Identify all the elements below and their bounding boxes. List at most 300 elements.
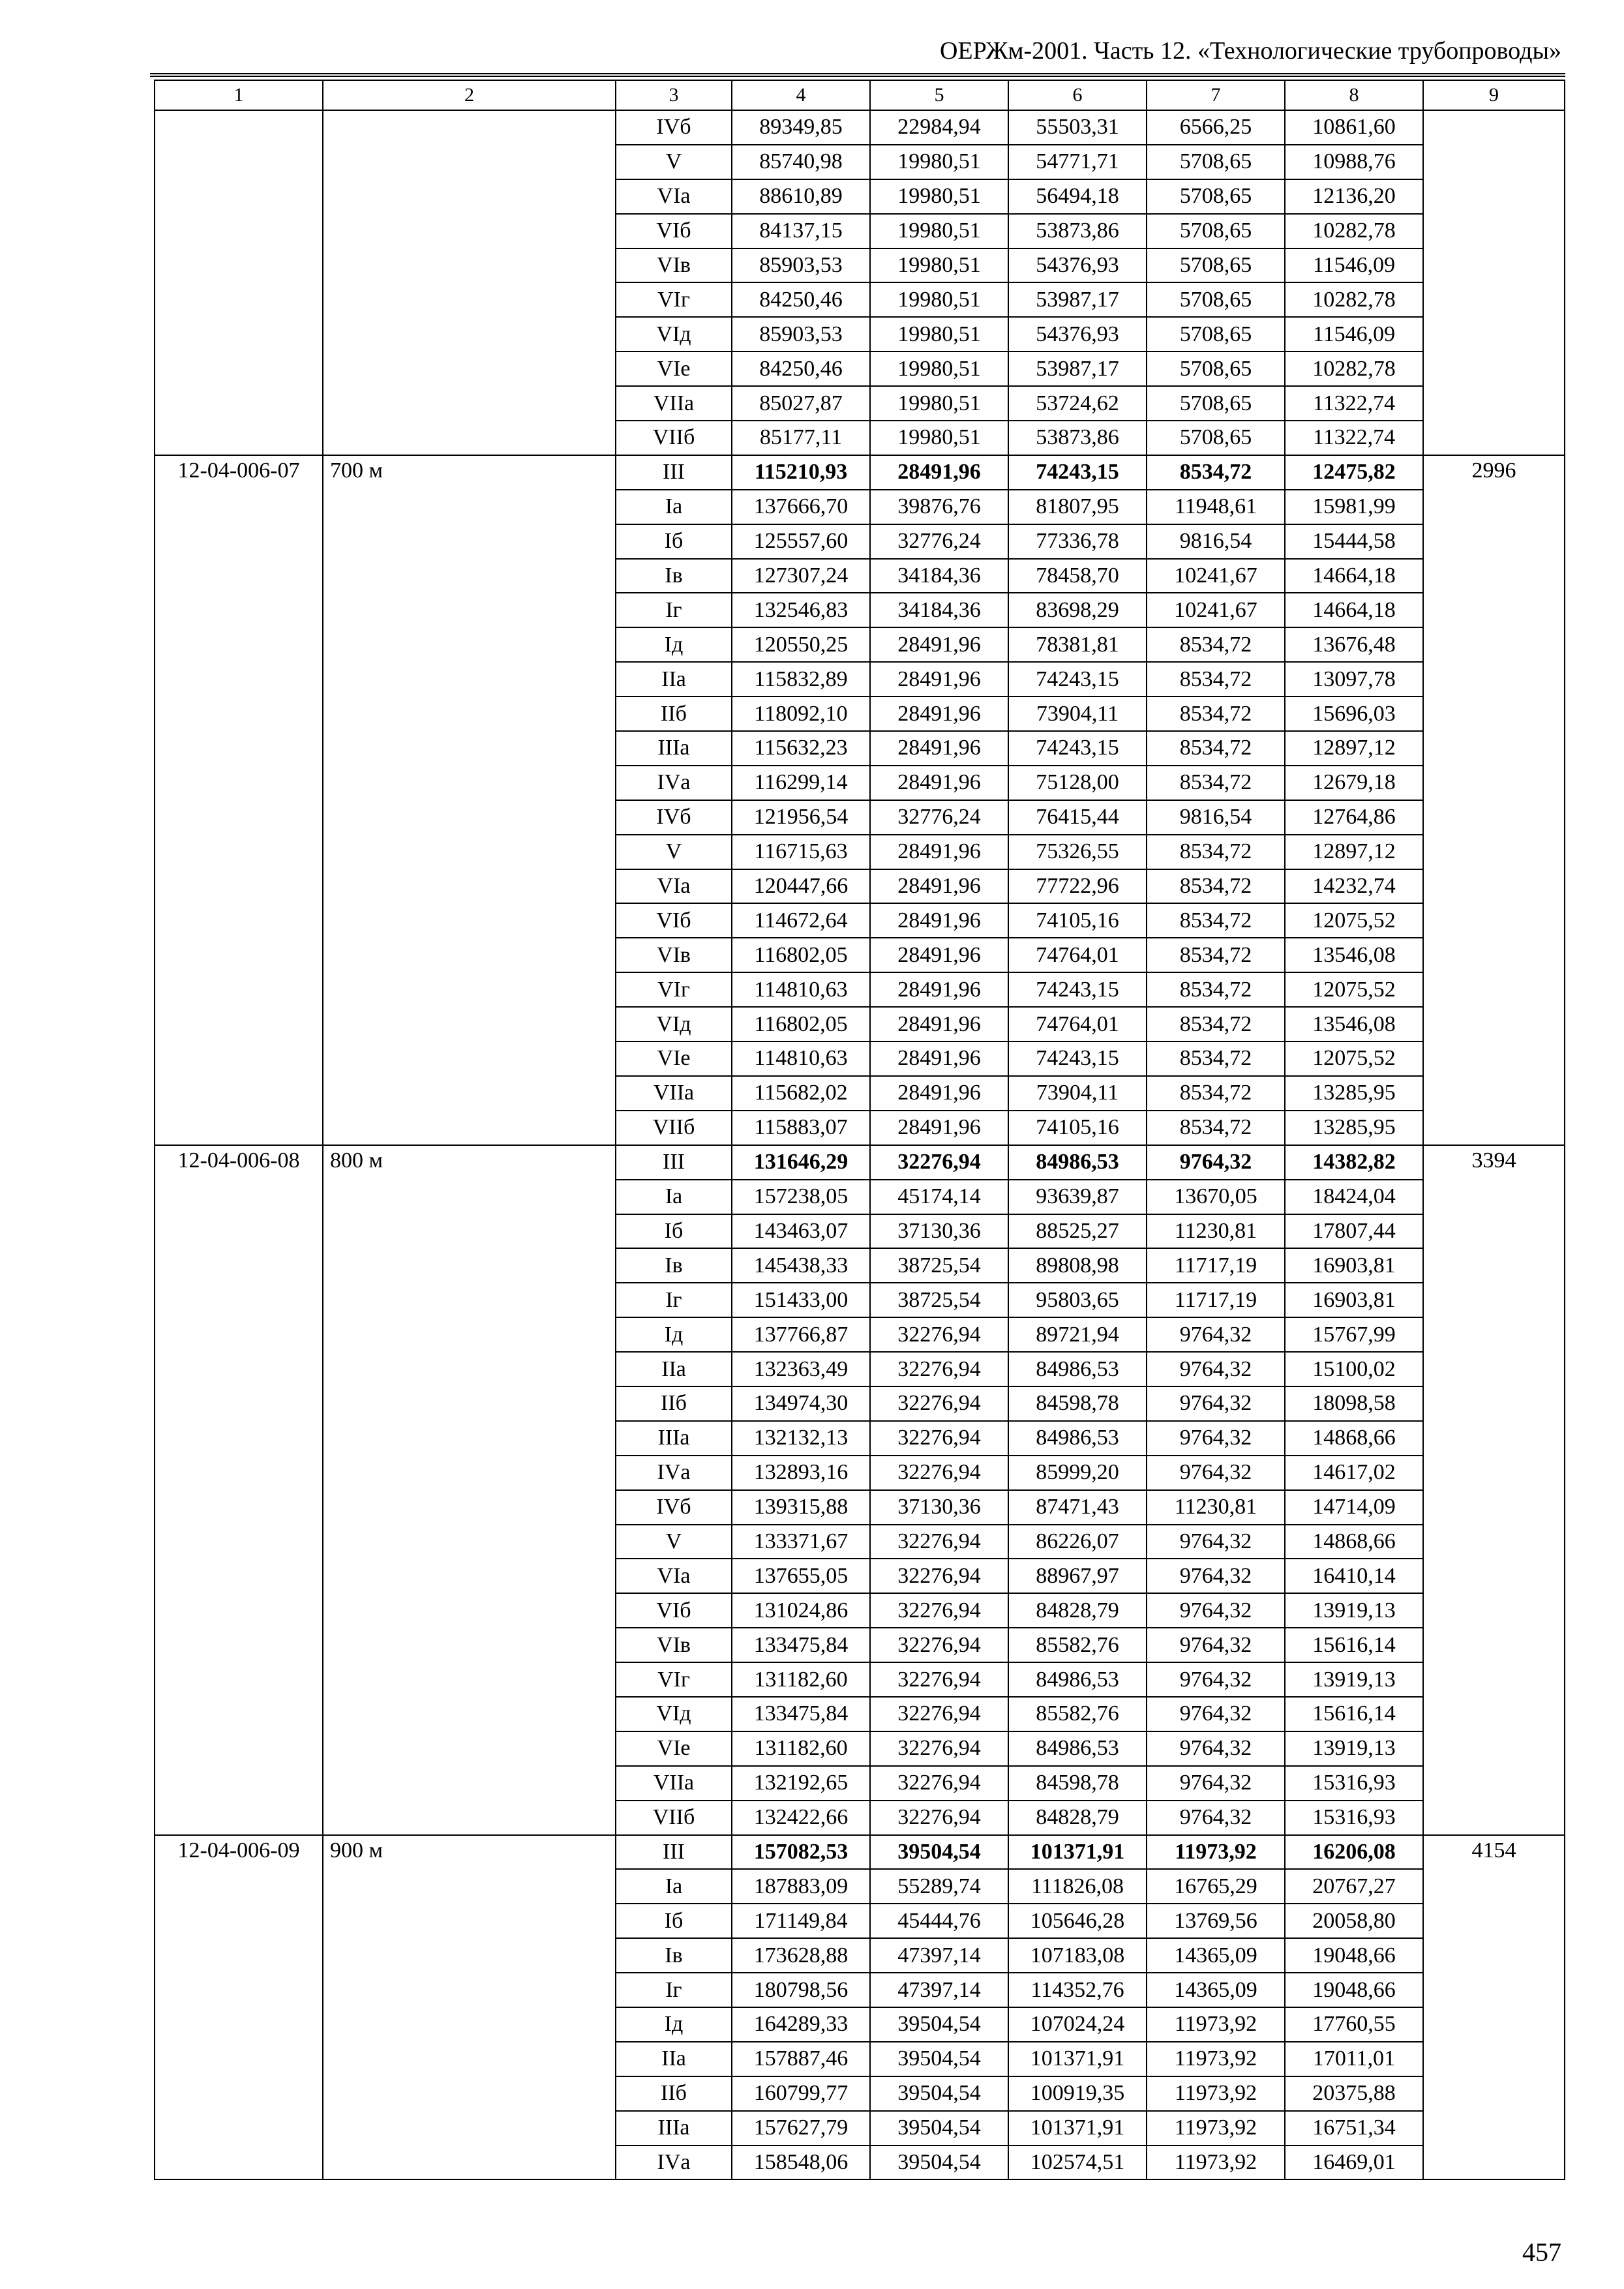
table-body: [155, 80, 1565, 2179]
value-cell: 145438,33: [732, 1248, 870, 1283]
value-cell: 116802,05: [732, 1007, 870, 1041]
value-cell: 8534,72: [1147, 662, 1285, 696]
value-cell: 32276,94: [870, 1731, 1008, 1766]
value-cell: 22984,94: [870, 110, 1008, 145]
value-cell: 5708,65: [1147, 214, 1285, 248]
value-cell: 19980,51: [870, 145, 1008, 179]
column-number: 4: [732, 80, 870, 110]
value-cell: 47397,14: [870, 1973, 1008, 2007]
value-cell: 75326,55: [1008, 835, 1147, 869]
zone-cell: VIб: [616, 1593, 732, 1628]
value-cell: 157887,46: [732, 2042, 870, 2076]
zone-cell: III: [616, 455, 732, 490]
value-cell: 15100,02: [1285, 1352, 1423, 1386]
value-cell: 134974,30: [732, 1386, 870, 1421]
zone-cell: VIе: [616, 1041, 732, 1076]
value-cell: 8534,72: [1147, 835, 1285, 869]
value-cell: 5708,65: [1147, 145, 1285, 179]
value-cell: 34184,36: [870, 559, 1008, 593]
value-cell: 11973,92: [1147, 2042, 1285, 2076]
value-cell: 19980,51: [870, 282, 1008, 317]
value-cell: 13097,78: [1285, 662, 1423, 696]
zone-cell: IVб: [616, 800, 732, 835]
value-cell: 53987,17: [1008, 282, 1147, 317]
value-cell: 74243,15: [1008, 455, 1147, 490]
value-cell: 9764,32: [1147, 1352, 1285, 1386]
value-cell: 18098,58: [1285, 1386, 1423, 1421]
zone-cell: Iб: [616, 1214, 732, 1249]
value-cell: 9764,32: [1147, 1421, 1285, 1456]
value-cell: 171149,84: [732, 1904, 870, 1938]
value-cell: 39504,54: [870, 2076, 1008, 2111]
zone-cell: IIIа: [616, 731, 732, 766]
column-number: 2: [323, 80, 616, 110]
value-cell: 9764,32: [1147, 1456, 1285, 1490]
value-cell: 76415,44: [1008, 800, 1147, 835]
value-cell: 85582,76: [1008, 1628, 1147, 1662]
zone-cell: IVа: [616, 2146, 732, 2180]
value-cell: 88610,89: [732, 179, 870, 214]
zone-cell: V: [616, 145, 732, 179]
value-cell: 28491,96: [870, 1041, 1008, 1076]
value-cell: 13546,08: [1285, 938, 1423, 972]
value-cell: 13919,13: [1285, 1662, 1423, 1697]
value-cell: 85177,11: [732, 421, 870, 455]
value-cell: 16469,01: [1285, 2146, 1423, 2180]
value-cell: 15316,93: [1285, 1766, 1423, 1801]
value-cell: 78458,70: [1008, 559, 1147, 593]
value-cell: 116715,63: [732, 835, 870, 869]
zone-cell: Iв: [616, 559, 732, 593]
column-number: 7: [1147, 80, 1285, 110]
zone-cell: IIIа: [616, 1421, 732, 1456]
value-cell: 28491,96: [870, 766, 1008, 800]
value-cell: 12075,52: [1285, 972, 1423, 1007]
value-cell: 132363,49: [732, 1352, 870, 1386]
zone-cell: VIе: [616, 352, 732, 386]
zone-cell: V: [616, 1525, 732, 1559]
zone-cell: VIв: [616, 938, 732, 972]
value-cell: 20375,88: [1285, 2076, 1423, 2111]
value-cell: 11973,92: [1147, 2146, 1285, 2180]
value-cell: 28491,96: [870, 938, 1008, 972]
value-cell: 37130,36: [870, 1490, 1008, 1525]
value-cell: 85903,53: [732, 317, 870, 352]
value-cell: 9764,32: [1147, 1766, 1285, 1801]
value-cell: 13769,56: [1147, 1904, 1285, 1938]
value-cell: 8534,72: [1147, 731, 1285, 766]
value-cell: 8534,72: [1147, 903, 1285, 938]
value-cell: 131024,86: [732, 1593, 870, 1628]
value-cell: 9764,32: [1147, 1525, 1285, 1559]
value-cell: 8534,72: [1147, 972, 1285, 1007]
value-cell: 39504,54: [870, 2111, 1008, 2146]
zone-cell: Iа: [616, 1869, 732, 1904]
zone-cell: VIе: [616, 1731, 732, 1766]
value-cell: 132893,16: [732, 1456, 870, 1490]
value-cell: 9764,32: [1147, 1593, 1285, 1628]
value-cell: 12075,52: [1285, 903, 1423, 938]
value-cell: 38725,54: [870, 1248, 1008, 1283]
value-cell: 11717,19: [1147, 1248, 1285, 1283]
value-cell: 13546,08: [1285, 1007, 1423, 1041]
value-cell: 131646,29: [732, 1145, 870, 1180]
column-number: 5: [870, 80, 1008, 110]
value-cell: 89808,98: [1008, 1248, 1147, 1283]
value-cell: 18424,04: [1285, 1180, 1423, 1214]
value-cell: 19980,51: [870, 386, 1008, 421]
value-cell: 84986,53: [1008, 1145, 1147, 1180]
zone-cell: IVб: [616, 1490, 732, 1525]
value-cell: 84986,53: [1008, 1352, 1147, 1386]
value-cell: 13676,48: [1285, 627, 1423, 662]
value-cell: 14365,09: [1147, 1973, 1285, 2007]
zone-cell: VIа: [616, 869, 732, 904]
resource-code: 12-04-006-07: [155, 455, 323, 1145]
value-cell: 14664,18: [1285, 559, 1423, 593]
value-cell: 53873,86: [1008, 421, 1147, 455]
zone-cell: IVа: [616, 766, 732, 800]
zone-cell: Iв: [616, 1248, 732, 1283]
value-cell: 77336,78: [1008, 524, 1147, 559]
zone-cell: VIд: [616, 1697, 732, 1731]
value-cell: 56494,18: [1008, 179, 1147, 214]
pipeline-length: [323, 110, 616, 455]
value-cell: 39504,54: [870, 2146, 1008, 2180]
column-9-value: 2996: [1423, 455, 1565, 1145]
value-cell: 107183,08: [1008, 1938, 1147, 1973]
value-cell: 5708,65: [1147, 386, 1285, 421]
value-cell: 115682,02: [732, 1076, 870, 1111]
column-number: 9: [1423, 80, 1565, 110]
pipeline-length: 700 м: [323, 455, 616, 1145]
value-cell: 13919,13: [1285, 1593, 1423, 1628]
value-cell: 19980,51: [870, 214, 1008, 248]
zone-cell: Iг: [616, 593, 732, 627]
value-cell: 118092,10: [732, 696, 870, 731]
value-cell: 95803,65: [1008, 1283, 1147, 1317]
value-cell: 9764,32: [1147, 1317, 1285, 1352]
value-cell: 13285,95: [1285, 1076, 1423, 1111]
value-cell: 10241,67: [1147, 593, 1285, 627]
value-cell: 75128,00: [1008, 766, 1147, 800]
value-cell: 28491,96: [870, 903, 1008, 938]
zone-cell: Iд: [616, 627, 732, 662]
value-cell: 17760,55: [1285, 2007, 1423, 2042]
zone-cell: VIа: [616, 1559, 732, 1593]
value-cell: 53987,17: [1008, 352, 1147, 386]
value-cell: 115632,23: [732, 731, 870, 766]
value-cell: 8534,72: [1147, 1111, 1285, 1145]
value-cell: 121956,54: [732, 800, 870, 835]
value-cell: 39876,76: [870, 490, 1008, 524]
value-cell: 11322,74: [1285, 421, 1423, 455]
value-cell: 14617,02: [1285, 1456, 1423, 1490]
value-cell: 13919,13: [1285, 1731, 1423, 1766]
value-cell: 9764,32: [1147, 1386, 1285, 1421]
zone-cell: IIб: [616, 696, 732, 731]
value-cell: 139315,88: [732, 1490, 870, 1525]
value-cell: 89349,85: [732, 110, 870, 145]
value-cell: 107024,24: [1008, 2007, 1147, 2042]
value-cell: 16903,81: [1285, 1248, 1423, 1283]
value-cell: 39504,54: [870, 1835, 1008, 1870]
column-number: 3: [616, 80, 732, 110]
value-cell: 54376,93: [1008, 248, 1147, 283]
value-cell: 9764,32: [1147, 1731, 1285, 1766]
value-cell: 114810,63: [732, 972, 870, 1007]
value-cell: 116299,14: [732, 766, 870, 800]
value-cell: 10988,76: [1285, 145, 1423, 179]
value-cell: 127307,24: [732, 559, 870, 593]
value-cell: 11948,61: [1147, 490, 1285, 524]
value-cell: 45444,76: [870, 1904, 1008, 1938]
value-cell: 85740,98: [732, 145, 870, 179]
value-cell: 15696,03: [1285, 696, 1423, 731]
zone-cell: VIIб: [616, 421, 732, 455]
zone-cell: VIв: [616, 1628, 732, 1662]
value-cell: 151433,00: [732, 1283, 870, 1317]
value-cell: 12897,12: [1285, 731, 1423, 766]
zone-cell: VIд: [616, 1007, 732, 1041]
value-cell: 13285,95: [1285, 1111, 1423, 1145]
value-cell: 54771,71: [1008, 145, 1147, 179]
value-cell: 101371,91: [1008, 2111, 1147, 2146]
value-cell: 5708,65: [1147, 317, 1285, 352]
value-cell: 84598,78: [1008, 1766, 1147, 1801]
value-cell: 85582,76: [1008, 1697, 1147, 1731]
value-cell: 37130,36: [870, 1214, 1008, 1249]
value-cell: 8534,72: [1147, 1041, 1285, 1076]
value-cell: 187883,09: [732, 1869, 870, 1904]
page-number: 457: [1522, 2237, 1561, 2267]
page-title: ОЕРЖм-2001. Часть 12. «Технологические трубопроводы»: [939, 37, 1561, 65]
value-cell: 132132,13: [732, 1421, 870, 1456]
value-cell: 28491,96: [870, 972, 1008, 1007]
price-table: [154, 80, 1565, 2180]
value-cell: 101371,91: [1008, 1835, 1147, 1870]
value-cell: 12897,12: [1285, 835, 1423, 869]
zone-cell: Iд: [616, 2007, 732, 2042]
value-cell: 47397,14: [870, 1938, 1008, 1973]
zone-cell: VIIб: [616, 1801, 732, 1835]
value-cell: 39504,54: [870, 2042, 1008, 2076]
value-cell: 12764,86: [1285, 800, 1423, 835]
value-cell: 84986,53: [1008, 1421, 1147, 1456]
value-cell: 45174,14: [870, 1180, 1008, 1214]
value-cell: 28491,96: [870, 627, 1008, 662]
value-cell: 133475,84: [732, 1628, 870, 1662]
zone-cell: VIIб: [616, 1111, 732, 1145]
value-cell: 9764,32: [1147, 1628, 1285, 1662]
value-cell: 74764,01: [1008, 1007, 1147, 1041]
value-cell: 32276,94: [870, 1456, 1008, 1490]
value-cell: 32276,94: [870, 1697, 1008, 1731]
column-number: 8: [1285, 80, 1423, 110]
column-number: 6: [1008, 80, 1147, 110]
value-cell: 15981,99: [1285, 490, 1423, 524]
value-cell: 32276,94: [870, 1525, 1008, 1559]
value-cell: 115883,07: [732, 1111, 870, 1145]
zone-cell: IIIа: [616, 2111, 732, 2146]
value-cell: 28491,96: [870, 869, 1008, 904]
value-cell: 84828,79: [1008, 1801, 1147, 1835]
value-cell: 17807,44: [1285, 1214, 1423, 1249]
value-cell: 32276,94: [870, 1559, 1008, 1593]
value-cell: 5708,65: [1147, 179, 1285, 214]
value-cell: 6566,25: [1147, 110, 1285, 145]
pipeline-length: 800 м: [323, 1145, 616, 1835]
value-cell: 85903,53: [732, 248, 870, 283]
zone-cell: III: [616, 1835, 732, 1870]
zone-cell: III: [616, 1145, 732, 1180]
zone-cell: IVб: [616, 110, 732, 145]
value-cell: 16206,08: [1285, 1835, 1423, 1870]
value-cell: 39504,54: [870, 2007, 1008, 2042]
resource-code: [155, 110, 323, 455]
value-cell: 28491,96: [870, 731, 1008, 766]
value-cell: 28491,96: [870, 1007, 1008, 1041]
value-cell: 74243,15: [1008, 731, 1147, 766]
value-cell: 11973,92: [1147, 1835, 1285, 1870]
value-cell: 28491,96: [870, 1076, 1008, 1111]
value-cell: 132192,65: [732, 1766, 870, 1801]
value-cell: 11546,09: [1285, 317, 1423, 352]
value-cell: 19980,51: [870, 421, 1008, 455]
value-cell: 32276,94: [870, 1421, 1008, 1456]
value-cell: 132546,83: [732, 593, 870, 627]
zone-cell: IIа: [616, 2042, 732, 2076]
table-row: [155, 455, 1565, 490]
value-cell: 10282,78: [1285, 352, 1423, 386]
value-cell: 12075,52: [1285, 1041, 1423, 1076]
value-cell: 74243,15: [1008, 1041, 1147, 1076]
value-cell: 10861,60: [1285, 110, 1423, 145]
value-cell: 137666,70: [732, 490, 870, 524]
value-cell: 114810,63: [732, 1041, 870, 1076]
value-cell: 131182,60: [732, 1662, 870, 1697]
value-cell: 9816,54: [1147, 524, 1285, 559]
value-cell: 133371,67: [732, 1525, 870, 1559]
value-cell: 100919,35: [1008, 2076, 1147, 2111]
value-cell: 8534,72: [1147, 938, 1285, 972]
value-cell: 19980,51: [870, 317, 1008, 352]
value-cell: 8534,72: [1147, 869, 1285, 904]
zone-cell: IIб: [616, 1386, 732, 1421]
value-cell: 16410,14: [1285, 1559, 1423, 1593]
value-cell: 32776,24: [870, 524, 1008, 559]
value-cell: 114672,64: [732, 903, 870, 938]
zone-cell: Iг: [616, 1283, 732, 1317]
value-cell: 9764,32: [1147, 1662, 1285, 1697]
zone-cell: VIб: [616, 903, 732, 938]
value-cell: 11973,92: [1147, 2111, 1285, 2146]
value-cell: 8534,72: [1147, 1007, 1285, 1041]
value-cell: 54376,93: [1008, 317, 1147, 352]
value-cell: 180798,56: [732, 1973, 870, 2007]
value-cell: 12136,20: [1285, 179, 1423, 214]
value-cell: 16765,29: [1147, 1869, 1285, 1904]
value-cell: 32276,94: [870, 1386, 1008, 1421]
value-cell: 116802,05: [732, 938, 870, 972]
value-cell: 120550,25: [732, 627, 870, 662]
value-cell: 120447,66: [732, 869, 870, 904]
value-cell: 88967,97: [1008, 1559, 1147, 1593]
value-cell: 14714,09: [1285, 1490, 1423, 1525]
value-cell: 13670,05: [1147, 1180, 1285, 1214]
value-cell: 73904,11: [1008, 696, 1147, 731]
value-cell: 14382,82: [1285, 1145, 1423, 1180]
value-cell: 32276,94: [870, 1766, 1008, 1801]
zone-cell: VIг: [616, 282, 732, 317]
zone-cell: Iг: [616, 1973, 732, 2007]
value-cell: 15767,99: [1285, 1317, 1423, 1352]
value-cell: 32276,94: [870, 1593, 1008, 1628]
zone-cell: VIа: [616, 179, 732, 214]
value-cell: 105646,28: [1008, 1904, 1147, 1938]
value-cell: 173628,88: [732, 1938, 870, 1973]
value-cell: 32276,94: [870, 1317, 1008, 1352]
value-cell: 74243,15: [1008, 662, 1147, 696]
value-cell: 5708,65: [1147, 282, 1285, 317]
value-cell: 14664,18: [1285, 593, 1423, 627]
value-cell: 11973,92: [1147, 2007, 1285, 2042]
value-cell: 19980,51: [870, 352, 1008, 386]
value-cell: 8534,72: [1147, 766, 1285, 800]
value-cell: 84828,79: [1008, 1593, 1147, 1628]
value-cell: 14365,09: [1147, 1938, 1285, 1973]
zone-cell: V: [616, 835, 732, 869]
value-cell: 84250,46: [732, 352, 870, 386]
value-cell: 15616,14: [1285, 1628, 1423, 1662]
value-cell: 12679,18: [1285, 766, 1423, 800]
zone-cell: Iа: [616, 490, 732, 524]
column-number: 1: [155, 80, 323, 110]
value-cell: 87471,43: [1008, 1490, 1147, 1525]
value-cell: 38725,54: [870, 1283, 1008, 1317]
value-cell: 125557,60: [732, 524, 870, 559]
value-cell: 77722,96: [1008, 869, 1147, 904]
value-cell: 32276,94: [870, 1628, 1008, 1662]
zone-cell: VIб: [616, 214, 732, 248]
value-cell: 28491,96: [870, 662, 1008, 696]
value-cell: 86226,07: [1008, 1525, 1147, 1559]
value-cell: 111826,08: [1008, 1869, 1147, 1904]
value-cell: 11546,09: [1285, 248, 1423, 283]
value-cell: 74105,16: [1008, 1111, 1147, 1145]
value-cell: 32276,94: [870, 1145, 1008, 1180]
value-cell: 137655,05: [732, 1559, 870, 1593]
value-cell: 10282,78: [1285, 282, 1423, 317]
value-cell: 78381,81: [1008, 627, 1147, 662]
value-cell: 5708,65: [1147, 248, 1285, 283]
value-cell: 74243,15: [1008, 972, 1147, 1007]
page-header: [150, 33, 1565, 77]
zone-cell: IIб: [616, 2076, 732, 2111]
value-cell: 15316,93: [1285, 1801, 1423, 1835]
value-cell: 8534,72: [1147, 696, 1285, 731]
value-cell: 32276,94: [870, 1662, 1008, 1697]
value-cell: 102574,51: [1008, 2146, 1147, 2180]
value-cell: 9816,54: [1147, 800, 1285, 835]
value-cell: 157627,79: [732, 2111, 870, 2146]
value-cell: 32276,94: [870, 1801, 1008, 1835]
value-cell: 55289,74: [870, 1869, 1008, 1904]
value-cell: 89721,94: [1008, 1317, 1147, 1352]
value-cell: 84250,46: [732, 282, 870, 317]
zone-cell: Iб: [616, 524, 732, 559]
value-cell: 115832,89: [732, 662, 870, 696]
